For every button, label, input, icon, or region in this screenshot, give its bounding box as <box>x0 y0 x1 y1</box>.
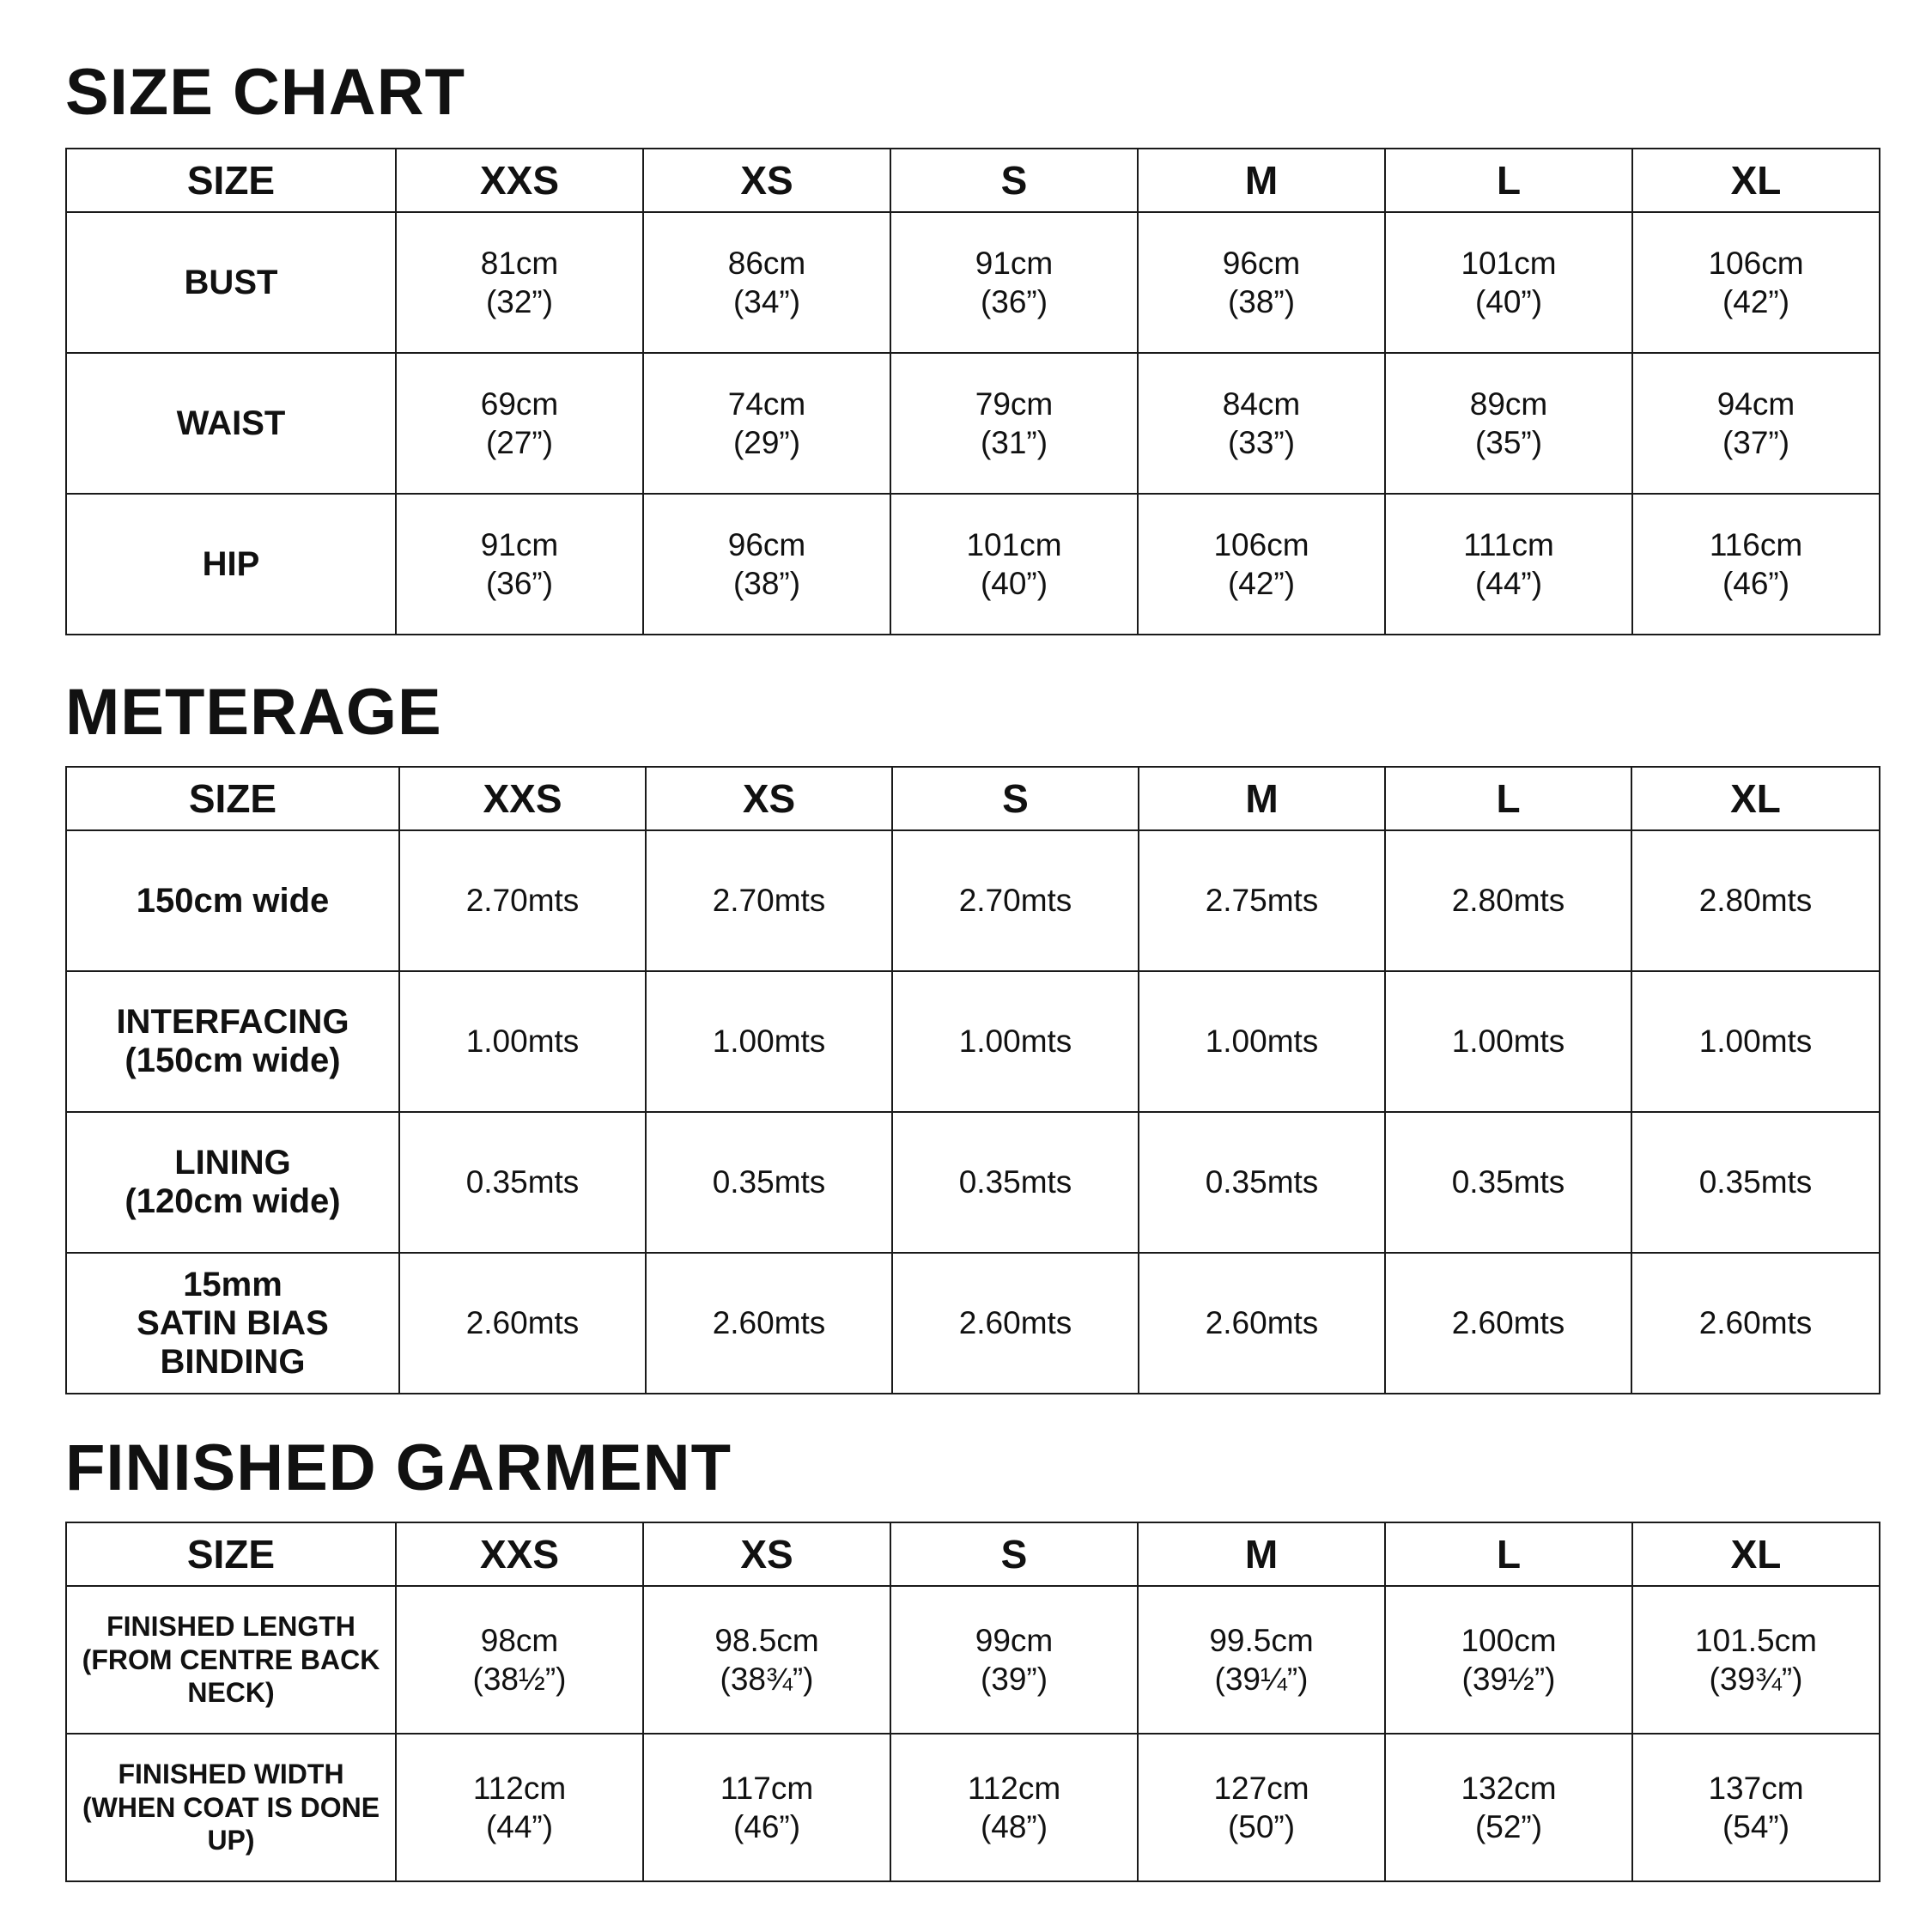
table-row <box>66 353 1880 494</box>
imperial-value: (52”) <box>1474 1809 1543 1844</box>
metric-value: 2.80mts <box>1451 883 1565 919</box>
metric-value: 0.35mts <box>958 1164 1072 1200</box>
value-cell <box>1385 212 1632 353</box>
row-label-line: 150cm wide <box>136 881 330 920</box>
value-cell <box>1385 494 1632 635</box>
value-cell <box>399 1253 646 1394</box>
value-cell <box>1138 1586 1385 1734</box>
metric-value: 0.35mts <box>1698 1164 1813 1200</box>
metric-value: 2.80mts <box>1698 883 1813 919</box>
metric-value: 1.00mts <box>958 1024 1072 1060</box>
size-header-cell: S <box>890 1522 1138 1586</box>
imperial-value: (27”) <box>485 425 554 460</box>
row-label-line: (150cm wide) <box>125 1042 341 1079</box>
size-column-header: SIZE <box>66 767 399 830</box>
row-label-line: BUST <box>184 263 278 301</box>
row-label <box>66 830 399 971</box>
imperial-value: (37”) <box>1722 425 1790 460</box>
size-header-cell: XXS <box>399 767 646 830</box>
value-cell <box>1385 971 1631 1112</box>
row-label-line: (120cm wide) <box>125 1182 341 1220</box>
value-cell <box>643 1586 890 1734</box>
value-cell <box>890 353 1138 494</box>
value-cell <box>399 971 646 1112</box>
value-cell <box>1631 830 1880 971</box>
metric-value: 81cm <box>480 245 559 281</box>
table-row <box>66 1253 1880 1394</box>
metric-value: 101cm <box>966 526 1062 562</box>
imperial-value: (35”) <box>1474 425 1543 460</box>
metric-value: 91cm <box>480 526 559 562</box>
finished-garment-title: FINISHED GARMENT <box>65 1431 732 1504</box>
row-label-line: FINISHED WIDTH <box>118 1759 344 1790</box>
value-cell <box>643 1734 890 1881</box>
metric-value: 0.35mts <box>1451 1164 1565 1200</box>
value-cell <box>399 830 646 971</box>
metric-value: 0.35mts <box>1205 1164 1319 1200</box>
metric-value: 86cm <box>727 245 806 281</box>
metric-value: 1.00mts <box>1451 1024 1565 1060</box>
row-label-line: (FROM CENTRE BACK <box>82 1643 380 1675</box>
header-row <box>66 149 1880 212</box>
row-label <box>66 353 396 494</box>
value-cell <box>892 971 1139 1112</box>
value-cell <box>890 212 1138 353</box>
metric-value: 98.5cm <box>714 1622 819 1658</box>
imperial-value: (44”) <box>485 1809 554 1844</box>
value-cell <box>396 494 643 635</box>
size-header-cell: L <box>1385 1522 1632 1586</box>
metric-value: 137cm <box>1708 1770 1804 1806</box>
value-cell <box>643 212 890 353</box>
size-chart-title: SIZE CHART <box>65 56 465 129</box>
imperial-value: (46”) <box>1722 566 1790 601</box>
table-row <box>66 1112 1880 1253</box>
value-cell <box>1632 1734 1880 1881</box>
size-chart-table <box>65 148 1880 635</box>
imperial-value: (38¾”) <box>720 1662 814 1697</box>
size-header-cell: XS <box>643 1522 890 1586</box>
value-cell <box>890 1586 1138 1734</box>
metric-value: 74cm <box>727 386 806 422</box>
row-label-line: UP) <box>207 1825 255 1856</box>
value-cell <box>1138 1734 1385 1881</box>
value-cell <box>1138 353 1385 494</box>
imperial-value: (38”) <box>1227 284 1296 319</box>
metric-value: 117cm <box>720 1770 814 1806</box>
metric-value: 99cm <box>975 1622 1054 1658</box>
header-row <box>66 1522 1880 1586</box>
row-label-line: INTERFACING <box>116 1003 349 1041</box>
metric-value: 1.00mts <box>1698 1024 1813 1060</box>
value-cell <box>1385 830 1631 971</box>
size-header-cell: S <box>892 767 1139 830</box>
imperial-value: (44”) <box>1474 566 1543 601</box>
row-label <box>66 1253 399 1394</box>
row-label-line: FINISHED LENGTH <box>106 1611 355 1643</box>
row-label-line: HIP <box>202 544 260 583</box>
size-header-cell: XL <box>1632 1522 1880 1586</box>
metric-value: 0.35mts <box>465 1164 580 1200</box>
table-row <box>66 1586 1880 1734</box>
imperial-value: (29”) <box>732 425 801 460</box>
metric-value: 94cm <box>1716 386 1795 422</box>
metric-value: 79cm <box>975 386 1054 422</box>
value-cell <box>646 1112 892 1253</box>
value-cell <box>1139 1253 1385 1394</box>
size-column-header: SIZE <box>66 149 396 212</box>
metric-value: 132cm <box>1461 1770 1557 1806</box>
metric-value: 116cm <box>1709 526 1803 562</box>
imperial-value: (40”) <box>1474 284 1543 319</box>
metric-value: 101cm <box>1461 245 1557 281</box>
metric-value: 96cm <box>1222 245 1301 281</box>
row-label <box>66 212 396 353</box>
value-cell <box>1632 212 1880 353</box>
imperial-value: (38”) <box>732 566 801 601</box>
metric-value: 106cm <box>1213 526 1309 562</box>
row-label <box>66 1734 396 1881</box>
value-cell <box>1632 494 1880 635</box>
row-label-line: WAIST <box>176 404 286 442</box>
metric-value: 0.35mts <box>712 1164 826 1200</box>
value-cell <box>646 830 892 971</box>
table-row <box>66 212 1880 353</box>
value-cell <box>643 494 890 635</box>
finished-garment-table <box>65 1522 1880 1882</box>
metric-value: 111cm <box>1463 526 1554 562</box>
meterage-title: METERAGE <box>65 676 442 749</box>
table-row <box>66 830 1880 971</box>
row-label-line: LINING <box>174 1144 291 1182</box>
imperial-value: (40”) <box>980 566 1048 601</box>
size-header-cell: L <box>1385 767 1631 830</box>
size-header-cell: XXS <box>396 149 643 212</box>
value-cell <box>646 971 892 1112</box>
value-cell <box>1631 1112 1880 1253</box>
value-cell <box>1631 1253 1880 1394</box>
value-cell <box>399 1112 646 1253</box>
size-header-cell: XXS <box>396 1522 643 1586</box>
imperial-value: (42”) <box>1722 284 1790 319</box>
metric-value: 112cm <box>472 1770 567 1806</box>
value-cell <box>1138 494 1385 635</box>
value-cell <box>1632 1586 1880 1734</box>
metric-value: 106cm <box>1708 245 1804 281</box>
metric-value: 112cm <box>967 1770 1061 1806</box>
metric-value: 99.5cm <box>1209 1622 1314 1658</box>
imperial-value: (38½”) <box>472 1662 567 1697</box>
imperial-value: (39”) <box>980 1662 1048 1697</box>
value-cell <box>1631 971 1880 1112</box>
row-label <box>66 971 399 1112</box>
value-cell <box>1139 971 1385 1112</box>
metric-value: 1.00mts <box>712 1024 826 1060</box>
imperial-value: (39¾”) <box>1709 1662 1803 1697</box>
row-label <box>66 1586 396 1734</box>
meterage-table <box>65 766 1880 1394</box>
value-cell <box>890 1734 1138 1881</box>
metric-value: 101.5cm <box>1695 1622 1817 1658</box>
value-cell <box>1385 353 1632 494</box>
imperial-value: (31”) <box>980 425 1048 460</box>
size-header-cell: M <box>1138 1522 1385 1586</box>
row-label-line: (WHEN COAT IS DONE <box>82 1791 380 1823</box>
value-cell <box>396 1586 643 1734</box>
metric-value: 2.60mts <box>1205 1305 1319 1341</box>
metric-value: 1.00mts <box>465 1024 580 1060</box>
size-column-header: SIZE <box>66 1522 396 1586</box>
imperial-value: (33”) <box>1227 425 1296 460</box>
row-label-line: NECK) <box>187 1677 275 1709</box>
imperial-value: (50”) <box>1227 1809 1296 1844</box>
metric-value: 2.60mts <box>1451 1305 1565 1341</box>
metric-value: 127cm <box>1213 1770 1309 1806</box>
row-label <box>66 1112 399 1253</box>
imperial-value: (46”) <box>732 1809 801 1844</box>
value-cell <box>892 830 1139 971</box>
value-cell <box>1385 1253 1631 1394</box>
size-header-cell: XL <box>1632 149 1880 212</box>
metric-value: 1.00mts <box>1205 1024 1319 1060</box>
value-cell <box>396 212 643 353</box>
metric-value: 89cm <box>1469 386 1548 422</box>
metric-value: 69cm <box>480 386 559 422</box>
value-cell <box>892 1112 1139 1253</box>
value-cell <box>890 494 1138 635</box>
metric-value: 2.70mts <box>958 883 1072 919</box>
table-row <box>66 1734 1880 1881</box>
metric-value: 84cm <box>1222 386 1301 422</box>
size-header-cell: M <box>1138 149 1385 212</box>
value-cell <box>1385 1734 1632 1881</box>
size-header-cell: XL <box>1631 767 1880 830</box>
size-header-cell: S <box>890 149 1138 212</box>
value-cell <box>643 353 890 494</box>
imperial-value: (39¼”) <box>1214 1662 1309 1697</box>
metric-value: 2.75mts <box>1205 883 1319 919</box>
metric-value: 91cm <box>975 245 1054 281</box>
imperial-value: (36”) <box>485 566 554 601</box>
imperial-value: (36”) <box>980 284 1048 319</box>
metric-value: 2.60mts <box>958 1305 1072 1341</box>
value-cell <box>1632 353 1880 494</box>
size-header-cell: XS <box>643 149 890 212</box>
row-label <box>66 494 396 635</box>
imperial-value: (54”) <box>1722 1809 1790 1844</box>
metric-value: 2.60mts <box>712 1305 826 1341</box>
imperial-value: (34”) <box>732 284 801 319</box>
value-cell <box>396 353 643 494</box>
value-cell <box>1385 1112 1631 1253</box>
header-row <box>66 767 1880 830</box>
size-header-cell: L <box>1385 149 1632 212</box>
size-header-cell: M <box>1139 767 1385 830</box>
value-cell <box>1139 830 1385 971</box>
row-label-line: 15mm <box>183 1265 283 1303</box>
metric-value: 2.70mts <box>465 883 580 919</box>
value-cell <box>1385 1586 1632 1734</box>
row-label-line: SATIN BIAS BINDING <box>137 1303 329 1381</box>
value-cell <box>1139 1112 1385 1253</box>
value-cell <box>1138 212 1385 353</box>
metric-value: 96cm <box>727 526 806 562</box>
imperial-value: (39½”) <box>1461 1662 1556 1697</box>
size-header-cell: XS <box>646 767 892 830</box>
imperial-value: (48”) <box>980 1809 1048 1844</box>
value-cell <box>396 1734 643 1881</box>
value-cell <box>892 1253 1139 1394</box>
metric-value: 2.60mts <box>1698 1305 1813 1341</box>
imperial-value: (42”) <box>1227 566 1296 601</box>
metric-value: 2.60mts <box>465 1305 580 1341</box>
metric-value: 2.70mts <box>712 883 826 919</box>
metric-value: 100cm <box>1461 1622 1557 1658</box>
table-row <box>66 494 1880 635</box>
table-row <box>66 971 1880 1112</box>
metric-value: 98cm <box>480 1622 559 1658</box>
value-cell <box>646 1253 892 1394</box>
imperial-value: (32”) <box>485 284 554 319</box>
